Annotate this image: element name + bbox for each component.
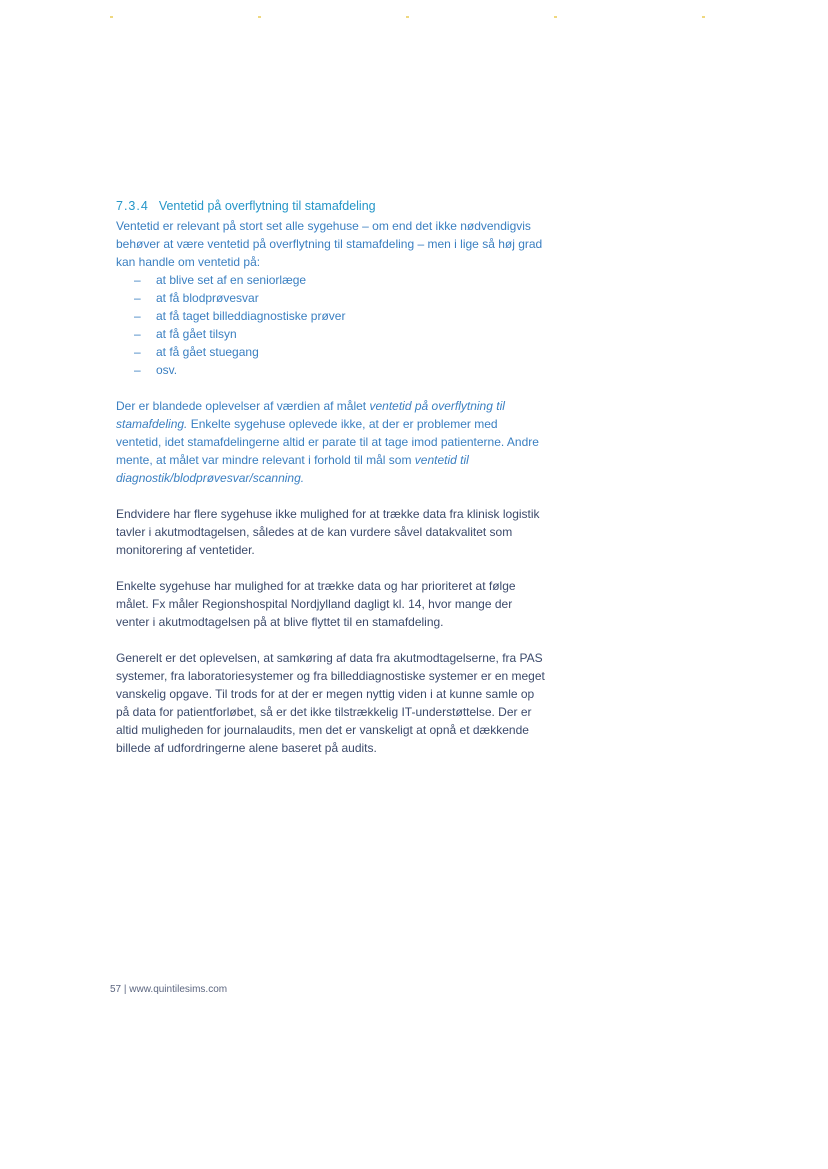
section-number: 7.3.4 (116, 199, 149, 213)
para2-emphasis-2: ventetid til diagnostik/blodprøvesvar/scanning. (116, 453, 469, 485)
footer-url: www.quintilesims.com (129, 984, 228, 995)
bullet-dash: – (134, 327, 141, 341)
bullet-dash: – (134, 291, 141, 305)
bullet-dash: – (134, 309, 141, 323)
scan-speckle (406, 16, 409, 18)
bullet-dash: – (134, 363, 141, 377)
scan-speckle (702, 16, 705, 18)
list-item-text: at få gået tilsyn (156, 327, 237, 341)
scan-speckle (258, 16, 261, 18)
list-item-text: at få blodprøvesvar (156, 291, 259, 305)
scan-speckle (110, 16, 113, 18)
footer-separator: | (123, 984, 127, 995)
page-footer (110, 984, 227, 995)
list-item (116, 307, 546, 325)
para2-emphasis-1: ventetid på overflytning til stamafdeling. (116, 399, 505, 431)
page-content (116, 197, 546, 775)
list-item (116, 289, 546, 307)
list-item (116, 343, 546, 361)
bullet-list (116, 271, 546, 379)
page-number: 57 (110, 984, 122, 995)
general-experience-paragraph: Generelt er det oplevelsen, at samkøring af data fra akutmodtagelserne, fra PAS systemer, fra laboratoriesystemer og fra billeddiagnostiske systemer er en meget vanskelig opgave. Til trods for at der er megen nyttig viden i at kunne samle op på data for patientforløbet, så er det ikke tilstrækkelig IT-understøttelse. Der er altid muligheden for journalaudits, men det er vanskeligt at opnå et dækkende billede af udfordringerne alene baseret på audits. (116, 651, 545, 755)
list-item (116, 361, 546, 379)
para2-text-2: Enkelte sygehuse oplevede ikke, at der er problemer med ventetid, idet stamafdelingerne altid er parate til at tage imod patienterne. Andre mente, at målet var mindre relevant i forhold til mål som (116, 417, 539, 467)
section-title: Ventetid på overflytning til stamafdeling (158, 199, 376, 213)
para2-text-1: Der er blandede oplevelser af værdien af målet (116, 399, 370, 413)
list-item (116, 325, 546, 343)
scan-speckle (554, 16, 557, 18)
bullet-dash: – (134, 345, 141, 359)
list-item-text: at få taget billeddiagnostiske prøver (156, 309, 346, 323)
data-access-paragraph: Endvidere har flere sygehuse ikke mulighed for at trække data fra klinisk logistik tavler i akutmodtagelsen, således at de kan vurdere såvel datakvalitet som monitorering af ventetider. (116, 507, 540, 557)
intro-paragraph: Ventetid er relevant på stort set alle sygehuse – om end det ikke nødvendigvis behøver at være ventetid på overflytning til stamafdeling – men i lige så høj grad kan handle om ventetid på: (116, 219, 543, 269)
value-of-goal-paragraph (116, 397, 546, 487)
list-item-text: osv. (156, 363, 178, 377)
bullet-dash: – (134, 273, 141, 287)
list-item-text: at få gået stuegang (156, 345, 259, 359)
prioritized-goal-paragraph: Enkelte sygehuse har mulighed for at trække data og har prioriteret at følge målet. Fx måler Regionshospital Nordjylland dagligt kl. 14, hvor mange der venter i akutmodtagelsen på at blive flyttet til en stamafdeling. (116, 579, 516, 629)
list-item (116, 271, 546, 289)
section-heading (116, 197, 546, 215)
list-item-text: at blive set af en seniorlæge (156, 273, 307, 287)
